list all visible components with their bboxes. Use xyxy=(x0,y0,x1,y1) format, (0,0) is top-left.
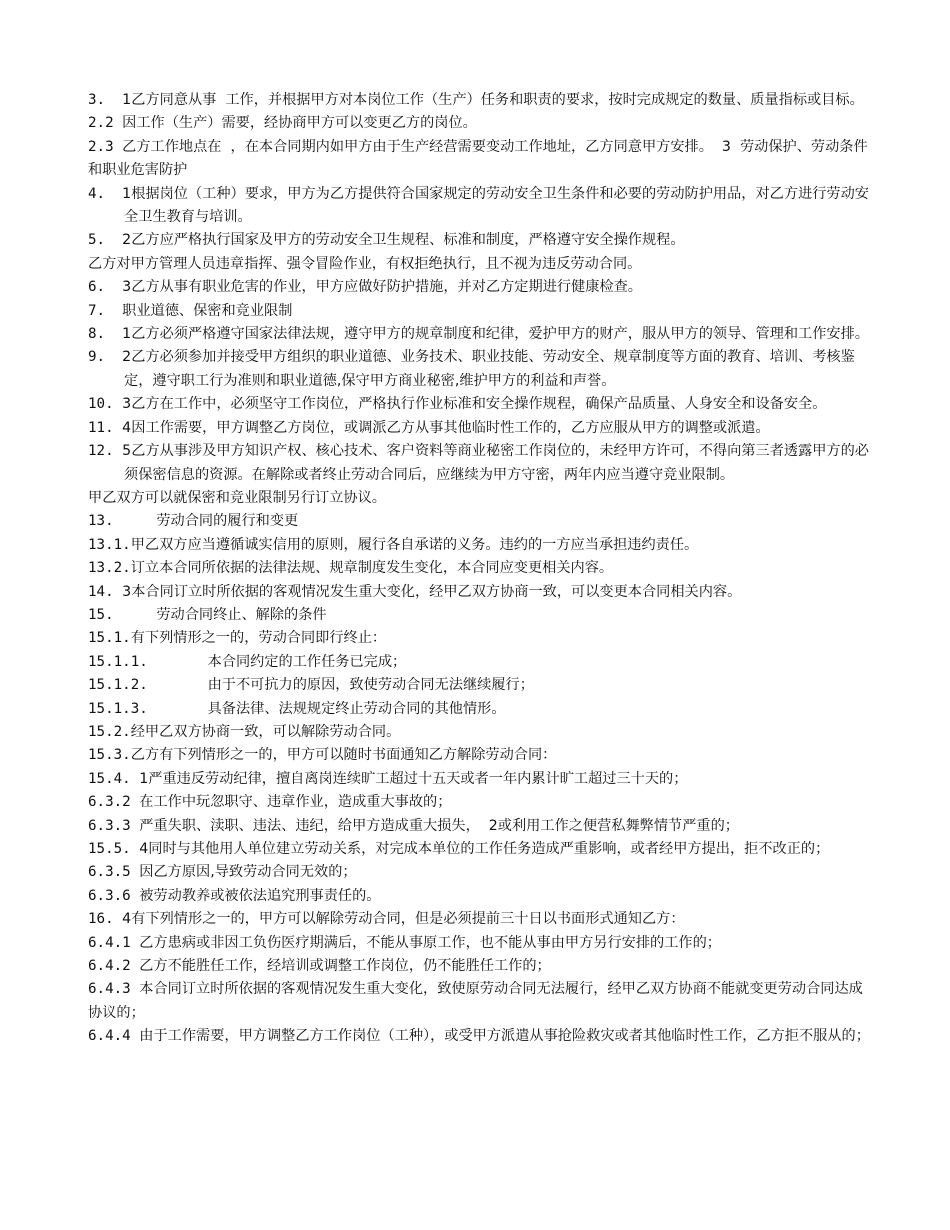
clause-text: 严重失职、渎职、违法、违纪，给甲方造成重大损失， 2或利用工作之便营私舞弊情节严重的； xyxy=(139,817,739,834)
clause-paragraph xyxy=(88,651,870,674)
clause-text: 因工作（生产）需要，经协商甲方可以变更乙方的岗位。 xyxy=(122,115,477,132)
clause-paragraph xyxy=(88,815,870,838)
clause-number: 12. xyxy=(88,443,123,460)
clause-text: 3本合同订立时所依据的客观情况发生重大变化，经甲乙双方协商一致，可以变更本合同相关内容。 xyxy=(122,583,742,600)
clause-paragraph xyxy=(88,417,870,440)
clause-number: 6.3.3 xyxy=(88,817,140,834)
clause-text: 因乙方原因,导致劳动合同无效的； xyxy=(139,864,357,881)
clause-paragraph xyxy=(88,487,870,510)
clause-number: 13.2. xyxy=(88,560,131,577)
clause-number: 15.3. xyxy=(88,747,131,764)
clause-number: 15.2. xyxy=(88,723,131,740)
clause-text: 本合同订立时所依据的客观情况发生重大变化，致使原劳动合同无法履行，经甲乙双方协商不能就变更劳动合同达成协议的； xyxy=(88,981,863,1021)
clause-text: 2乙方应严格执行国家及甲方的劳动安全卫生规程、标准和制度，严格遵守安全操作规程。 xyxy=(122,232,685,249)
clause-number: 6.4.1 xyxy=(88,934,140,951)
clause-text: 乙方对甲方管理人员违章指挥、强令冒险作业，有权拒绝执行，且不视为违反劳动合同。 xyxy=(88,255,642,272)
clause-text: 乙方有下列情形之一的，甲方可以随时书面通知乙方解除劳动合同： xyxy=(130,747,557,764)
clause-text: 经甲乙双方协商一致，可以解除劳动合同。 xyxy=(130,723,401,740)
clause-text: 由于不可抗力的原因，致使劳动合同无法继续履行； xyxy=(207,677,534,694)
clause-paragraph xyxy=(88,276,870,299)
clause-text: 由于工作需要，甲方调整乙方工作岗位（工种），或受甲方派遣从事抢险救灾或者其他临时性工作，乙方拒不服从的； xyxy=(139,1028,870,1045)
clause-paragraph xyxy=(88,768,870,791)
clause-paragraph xyxy=(88,440,870,487)
clause-number: 6.3.6 xyxy=(88,887,140,904)
clause-number: 6.4.2 xyxy=(88,958,140,975)
clause-number: 15.1.2. xyxy=(88,677,208,694)
clause-number: 16. xyxy=(88,911,123,928)
clause-paragraph xyxy=(88,698,870,721)
clause-number: 4. xyxy=(88,185,123,202)
clause-number: 7. xyxy=(88,302,123,319)
clause-paragraph xyxy=(88,183,870,230)
clause-text: 劳动合同终止、解除的条件 xyxy=(156,606,327,623)
clause-paragraph xyxy=(88,229,870,252)
clause-text: 订立本合同所依据的法律法规、规章制度发生变化，本合同应变更相关内容。 xyxy=(130,560,614,577)
clause-text: 甲乙双方可以就保密和竞业限制另行订立协议。 xyxy=(88,489,386,506)
clause-text: 1乙方同意从事 工作，并根据甲方对本岗位工作（生产）任务和职责的要求，按时完成规定的数量、质量指标或目标。 xyxy=(122,92,864,108)
clause-number: 15.5. xyxy=(88,841,140,857)
clause-number: 15. xyxy=(88,606,157,623)
clause-paragraph xyxy=(88,838,870,861)
clause-number: 14. xyxy=(88,583,123,600)
clause-number: 8. xyxy=(88,326,123,343)
clause-text: 2乙方必须参加并接受甲方组织的职业道德、业务技术、职业技能、劳动安全、规章制度等方面的教育、培训、考核鉴定，遵守职工行为准则和职业道德,保守甲方商业秘密,维护甲方的利益和声誉。 xyxy=(122,349,855,389)
clause-number: 3. xyxy=(88,92,123,108)
clause-number: 9. xyxy=(88,349,123,366)
clause-number: 6.3.2 xyxy=(88,794,140,811)
clause-paragraph xyxy=(88,861,870,884)
clause-text: 4因工作需要，甲方调整乙方岗位，或调派乙方从事其他临时性工作的，乙方应服从甲方的调整或派遣。 xyxy=(122,419,770,436)
contract-document xyxy=(88,89,870,1049)
clause-paragraph xyxy=(88,323,870,346)
clause-text: 3乙方在工作中，必须坚守工作岗位，严格执行作业标准和安全操作规程，确保产品质量、人身安全和设备安全。 xyxy=(122,396,827,413)
clause-paragraph xyxy=(88,557,870,580)
clause-paragraph xyxy=(88,908,870,931)
clause-paragraph xyxy=(88,1025,870,1048)
clause-paragraph xyxy=(88,627,870,650)
clause-paragraph xyxy=(88,346,870,393)
clause-paragraph xyxy=(88,674,870,697)
clause-text: 3乙方从事有职业危害的作业，甲方应做好防护措施，并对乙方定期进行健康检查。 xyxy=(122,279,642,296)
clause-number: 2.3 xyxy=(88,138,123,155)
clause-text: 1乙方必须严格遵守国家法律法规，遵守甲方的规章制度和纪律，爱护甲方的财产，服从甲方的领导、管理和工作安排。 xyxy=(122,326,869,343)
clause-number: 15.1. xyxy=(88,630,131,647)
clause-text: 乙方患病或非因工负伤医疗期满后，不能从事原工作，也不能从事由甲方另行安排的工作的； xyxy=(139,934,721,951)
clause-paragraph xyxy=(88,510,870,533)
clause-number: 6. xyxy=(88,279,123,296)
clause-text: 4有下列情形之一的，甲方可以解除劳动合同，但是必须提前三十日以书面形式通知乙方： xyxy=(122,911,685,928)
clause-text: 本合同约定的工作任务已完成； xyxy=(207,653,407,670)
clause-paragraph xyxy=(88,604,870,627)
clause-number: 11. xyxy=(88,419,123,436)
clause-text: 具备法律、法规规定终止劳动合同的其他情形。 xyxy=(207,700,506,717)
clause-text: 1严重违反劳动纪律，擅自离岗连续旷工超过十五天或者一年内累计旷工超过三十天的； xyxy=(139,770,688,787)
clause-text: 4同时与其他用人单位建立劳动关系，对完成本单位的工作任务造成严重影响，或者经甲方提出，拒不改正的； xyxy=(139,841,830,857)
clause-paragraph xyxy=(88,581,870,604)
clause-number: 15.4. xyxy=(88,770,140,787)
clause-text: 5乙方从事涉及甲方知识产权、核心技术、客户资料等商业秘密工作岗位的，未经甲方许可，不得向第三者透露甲方的必须保密信息的资源。在解除或者终止劳动合同后，应继续为甲方守密，两年内应当遵守竞业限制。 xyxy=(122,443,869,483)
clause-paragraph xyxy=(88,89,870,112)
clause-number: 13. xyxy=(88,513,157,530)
clause-text: 在工作中玩忽职守、违章作业，造成重大事故的； xyxy=(139,794,452,811)
clause-paragraph xyxy=(88,955,870,978)
clause-text: 职业道德、保密和竞业限制 xyxy=(122,302,293,319)
clause-text: 劳动合同的履行和变更 xyxy=(156,513,299,530)
clause-number: 6.4.4 xyxy=(88,1028,140,1045)
clause-paragraph xyxy=(88,744,870,767)
clause-text: 1根据岗位（工种）要求，甲方为乙方提供符合国家规定的劳动安全卫生条件和必要的劳动防护用品，对乙方进行劳动安全卫生教育与培训。 xyxy=(122,185,869,226)
clause-number: 6.3.5 xyxy=(88,864,140,881)
clause-number: 5. xyxy=(88,232,123,249)
clause-number: 6.4.3 xyxy=(88,981,140,998)
clause-paragraph xyxy=(88,721,870,744)
clause-paragraph xyxy=(88,885,870,908)
clause-number: 13.1. xyxy=(88,536,131,553)
clause-text: 甲乙双方应当遵循诚实信用的原则，履行各自承诺的义务。违约的一方应当承担违约责任。 xyxy=(130,536,699,553)
clause-text: 乙方不能胜任工作，经培训或调整工作岗位，仍不能胜任工作的； xyxy=(139,958,551,975)
clause-paragraph xyxy=(88,393,870,416)
clause-text: 有下列情形之一的，劳动合同即行终止： xyxy=(130,630,387,647)
clause-text: 被劳动教养或被依法追究刑事责任的。 xyxy=(139,887,381,904)
clause-number: 15.1.3. xyxy=(88,700,208,717)
clause-paragraph xyxy=(88,791,870,814)
clause-text: 乙方工作地点在 ，在本合同期内如甲方由于生产经营需要变动工作地址，乙方同意甲方安排。 3 劳动保护、劳动条件和职业危害防护 xyxy=(88,138,868,179)
clause-paragraph xyxy=(88,112,870,135)
clause-number: 15.1.1. xyxy=(88,653,208,670)
clause-number: 10. xyxy=(88,396,123,413)
clause-paragraph xyxy=(88,978,870,1025)
clause-paragraph xyxy=(88,300,870,323)
clause-number: 2.2 xyxy=(88,115,123,132)
clause-paragraph xyxy=(88,534,870,557)
clause-paragraph xyxy=(88,136,870,183)
clause-paragraph xyxy=(88,932,870,955)
clause-paragraph xyxy=(88,253,870,276)
